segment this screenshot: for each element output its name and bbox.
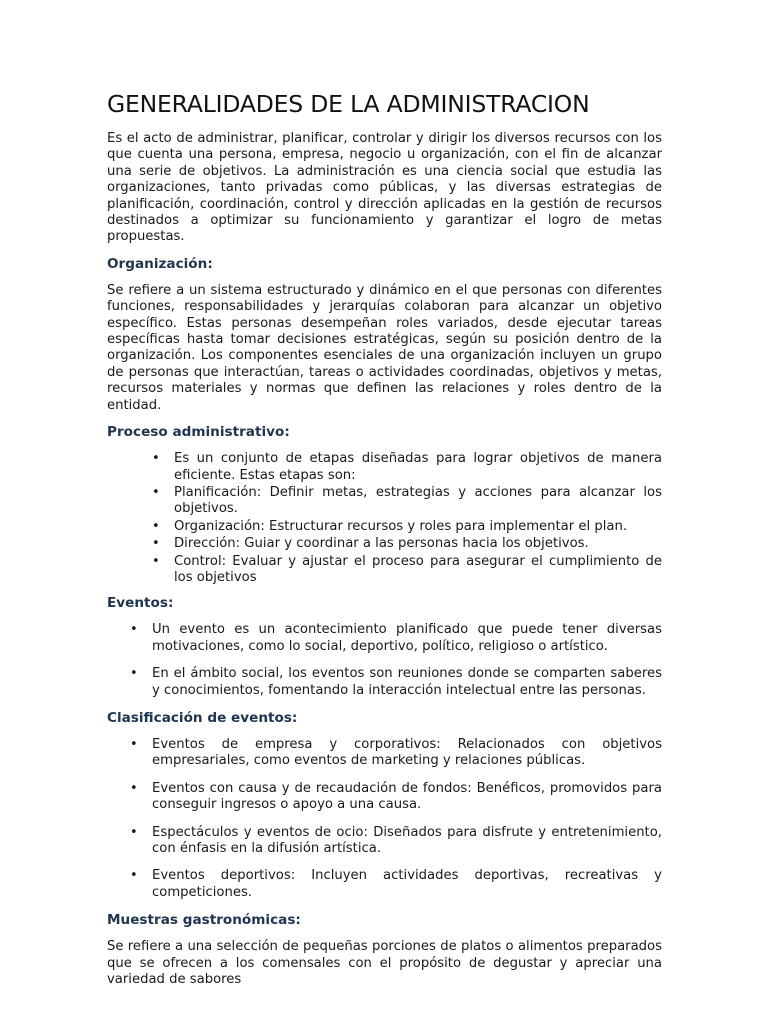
bullet-icon: • [130, 736, 138, 752]
eventos-list [107, 622, 662, 699]
list-item: • Un evento es un acontecimiento planificado que puede tener diversas motivaciones, como lo social, deportivo, político, religioso o artístico. [130, 622, 662, 654]
muestras-paragraph: Se refiere a una selección de pequeñas porciones de platos o alimentos preparados que se ofrecen a los comensales con el propósito de degustar y apreciar una variedad de sabores [107, 939, 662, 988]
bullet-icon: • [152, 451, 160, 467]
bullet-icon: • [152, 536, 160, 552]
section-heading-eventos: Eventos: [107, 595, 174, 612]
section-heading-organizacion: Organización: [107, 255, 213, 272]
bullet-icon: • [152, 553, 160, 569]
section-heading-proceso: Proceso administrativo: [107, 424, 290, 441]
list-item: • Espectáculos y eventos de ocio: Diseñados para disfrute y entretenimiento, con énfasis en la difusión artística. [130, 824, 662, 856]
section-heading-clasificacion: Clasificación de eventos: [107, 709, 298, 726]
proceso-list [107, 451, 662, 586]
intro-paragraph: Es el acto de administrar, planificar, controlar y dirigir los diversos recursos con los que cuenta una persona, empresa, negocio u organización, con el fin de alcanzar una serie de objetivos. La administración es una ciencia social que estudia las organizaciones, tanto privadas como públicas, y las diversas estrategias de planificación, coordinación, control y dirección aplicadas en la gestión de recursos destinados a optimizar su funcionamiento y garantizar el logro de metas propuestas. [107, 131, 662, 245]
list-item: • En el ámbito social, los eventos son reuniones donde se comparten saberes y conocimientos, fomentando la interacción intelectual entre las personas. [130, 666, 662, 698]
list-item: • Eventos con causa y de recaudación de fondos: Benéficos, promovidos para conseguir ingresos o apoyo a una causa. [130, 780, 662, 813]
list-item: • Organización: Estructurar recursos y roles para implementar el plan. [152, 518, 628, 534]
bullet-icon: • [152, 484, 160, 500]
list-item: • Dirección: Guiar y coordinar a las personas hacia los objetivos. [152, 536, 589, 552]
document-title: GENERALIDADES DE LA ADMINISTRACION [107, 90, 590, 118]
section-heading-muestras: Muestras gastronómicas: [107, 912, 301, 929]
bullet-icon: • [130, 824, 138, 840]
list-item: • Planificación: Definir metas, estrategias y acciones para alcanzar los objetivos. [152, 484, 662, 517]
bullet-icon: • [130, 666, 138, 682]
bullet-icon: • [152, 518, 160, 534]
list-item: • Eventos de empresa y corporativos: Relacionados con objetivos empresariales, como eventos de marketing y relaciones públicas. [130, 736, 662, 769]
organizacion-paragraph: Se refiere a un sistema estructurado y dinámico en el que personas con diferentes funciones, responsabilidades y jerarquías colaboran para alcanzar un objetivo específico. Estas personas desempeñan roles variados, desde ejecutar tareas específicas hasta tomar decisiones estratégicas, según su posición dentro de la organización. Los componentes esenciales de una organización incluyen un grupo de personas que interactúan, tareas o actividades coordinadas, objetivos y metas, recursos materiales y normas que definen las relaciones y roles dentro de la entidad. [107, 282, 662, 413]
clasificacion-list [107, 737, 662, 901]
list-item: • Es un conjunto de etapas diseñadas para lograr objetivos de manera eficiente. Estas etapas son: [152, 451, 662, 483]
list-item: • Control: Evaluar y ajustar el proceso para asegurar el cumplimiento de los objetivos [152, 553, 662, 585]
bullet-icon: • [130, 868, 138, 884]
bullet-icon: • [130, 780, 138, 796]
bullet-icon: • [130, 622, 138, 638]
list-item: • Eventos deportivos: Incluyen actividades deportivas, recreativas y competiciones. [130, 868, 662, 900]
